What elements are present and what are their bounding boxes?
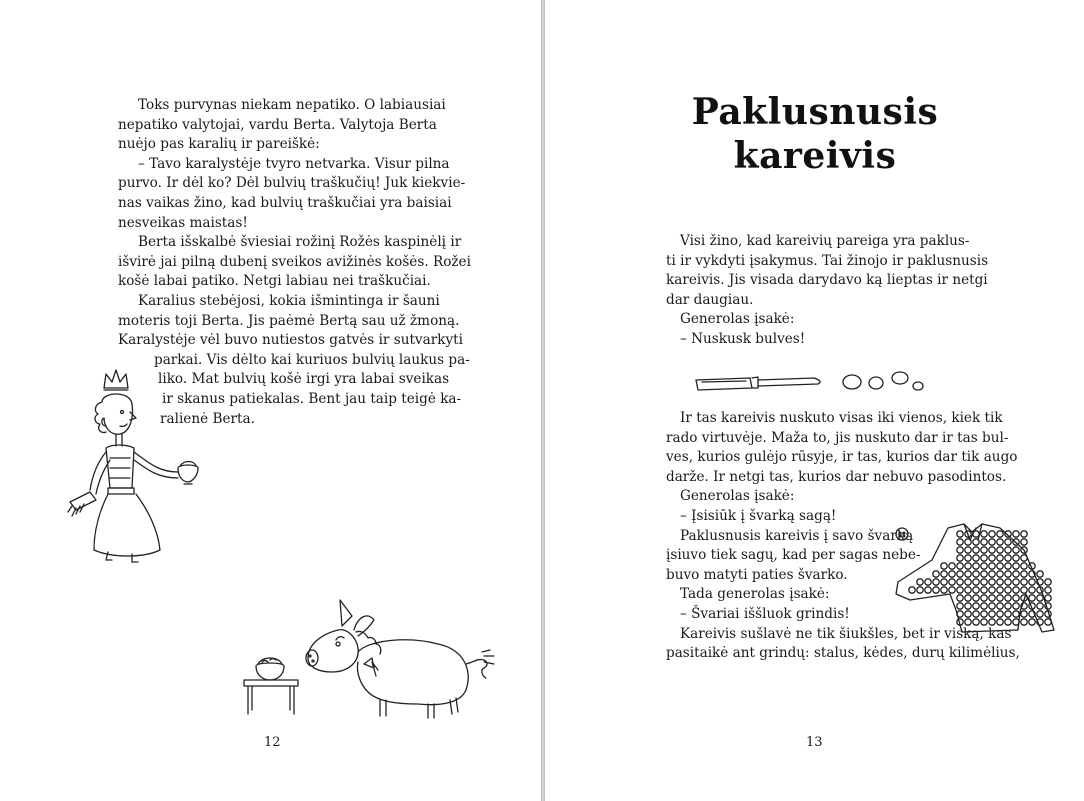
jacket-button	[965, 595, 971, 601]
jacket-button	[1045, 587, 1051, 593]
text-line: nuėjo pas karalių ir pareiškė:	[118, 136, 320, 153]
text-line: įsiuvo tiek sagų, kad per sagas nebe-	[666, 547, 921, 564]
jacket-button	[1021, 555, 1027, 561]
text-line: Ir tas kareivis nuskuto visas iki vienos, kiek tik	[680, 410, 1003, 426]
jacket-button	[1045, 579, 1051, 585]
text-line: pasitaikė ant grindų: stalus, kėdes, durų kilimėlius,	[666, 645, 1020, 662]
chapter-title-line-1: Paklusnusis	[691, 91, 939, 133]
pig-with-bowl-illustration	[238, 592, 498, 722]
jacket-button	[1037, 611, 1043, 617]
jacket-button	[1021, 563, 1027, 569]
text-line: dar daugiau.	[666, 291, 754, 308]
text-line: nepatiko valytojai, vardu Berta. Valytoja Berta	[118, 116, 437, 133]
text-line: buvo matyti paties švarko.	[666, 566, 848, 583]
jacket-button	[957, 595, 963, 601]
jacket-button	[997, 611, 1003, 617]
jacket-button	[1005, 539, 1011, 545]
text-line: ti ir vykdyti įsakymus. Tai žinojo ir paklusnusis	[666, 252, 989, 269]
jacket-button	[1005, 587, 1011, 593]
jacket-button	[1013, 571, 1019, 577]
jacket-button	[997, 531, 1003, 537]
jacket-button	[981, 547, 987, 553]
jacket-button	[957, 563, 963, 569]
jacket-button	[933, 587, 939, 593]
jacket-button	[997, 571, 1003, 577]
jacket-button	[981, 555, 987, 561]
text-line: nas vaikas žino, kad bulvių traškučiai yra baisiai	[118, 194, 452, 211]
jacket-button	[957, 571, 963, 577]
jacket-button	[973, 619, 979, 625]
text-line: – Tavo karalystėje tvyro netvarka. Visur pilna	[138, 155, 450, 172]
jacket-button	[989, 579, 995, 585]
jacket-button	[1005, 619, 1011, 625]
text-line: ralienė Berta.	[160, 410, 255, 427]
knife-and-potatoes-illustration	[694, 368, 934, 398]
jacket-button	[1005, 595, 1011, 601]
jacket-button	[989, 539, 995, 545]
jacket-button	[997, 595, 1003, 601]
jacket-button	[981, 571, 987, 577]
jacket-button	[973, 531, 979, 537]
text-line: ves, kurios gulėjo rūsyje, ir tas, kurios dar tik augo	[666, 449, 1018, 466]
jacket-button	[989, 611, 995, 617]
jacket-button	[965, 563, 971, 569]
jacket-button	[1021, 619, 1027, 625]
jacket-button	[1021, 539, 1027, 545]
jacket-button	[917, 579, 923, 585]
jacket-button	[917, 587, 923, 593]
jacket-button	[965, 611, 971, 617]
jacket-button	[941, 563, 947, 569]
right-page-number: 13	[806, 735, 823, 750]
jacket-button	[1029, 595, 1035, 601]
jacket-button	[949, 563, 955, 569]
text-line: – Nuskusk bulves!	[680, 330, 806, 347]
jacket-button	[989, 547, 995, 553]
text-line: išvirė jai pilną dubenį sveikos avižinės košės. Rožei	[118, 253, 471, 270]
jacket-button	[1037, 603, 1043, 609]
jacket-button	[1029, 579, 1035, 585]
jacket-button	[1013, 595, 1019, 601]
text-line: darže. Ir netgi tas, kurios dar nebuvo pasodintos.	[666, 468, 1007, 485]
jacket-button	[965, 603, 971, 609]
text-line: Berta išskalbė šviesiai rožinį Rožės kaspinėlį ir	[138, 234, 462, 251]
jacket-button	[1013, 547, 1019, 553]
jacket-button	[1005, 611, 1011, 617]
jacket-button	[997, 587, 1003, 593]
jacket-button	[973, 595, 979, 601]
text-line: moteris toji Berta. Jis paėmė Bertą sau už žmoną.	[118, 312, 460, 329]
text-line: Generolas įsakė:	[680, 488, 795, 505]
text-line: Karalius stebėjosi, kokia išmintinga ir šauni	[138, 292, 440, 309]
jacket-button	[1045, 595, 1051, 601]
jacket-button	[957, 547, 963, 553]
left-page-number: 12	[264, 735, 281, 750]
jacket-button	[989, 563, 995, 569]
jacket-button	[965, 587, 971, 593]
jacket-button	[981, 579, 987, 585]
jacket-button	[1013, 563, 1019, 569]
queen-illustration	[60, 360, 220, 570]
jacket-button	[1013, 587, 1019, 593]
jacket-button	[957, 587, 963, 593]
jacket-button	[949, 571, 955, 577]
jacket-button	[1021, 579, 1027, 585]
jacket-button	[973, 555, 979, 561]
chapter-title-line-2: kareivis	[733, 135, 897, 177]
jacket-button	[1021, 587, 1027, 593]
jacket-button	[997, 555, 1003, 561]
jacket-button	[989, 619, 995, 625]
jacket-button	[1021, 531, 1027, 537]
jacket-button	[981, 619, 987, 625]
jacket-button	[997, 619, 1003, 625]
jacket-button	[973, 563, 979, 569]
jacket-button	[1013, 611, 1019, 617]
jacket-button	[925, 579, 931, 585]
jacket-button	[973, 579, 979, 585]
jacket-button	[1005, 563, 1011, 569]
jacket-button	[965, 547, 971, 553]
jacket-button	[981, 603, 987, 609]
jacket-with-buttons-illustration	[892, 520, 1062, 640]
jacket-button	[957, 603, 963, 609]
jacket-button	[933, 571, 939, 577]
text-line: ir skanus patiekalas. Bent jau taip teigė ka-	[162, 390, 462, 407]
jacket-button	[1005, 547, 1011, 553]
jacket-button	[997, 563, 1003, 569]
jacket-button	[933, 579, 939, 585]
jacket-button	[973, 603, 979, 609]
jacket-button	[1037, 571, 1043, 577]
jacket-button	[965, 539, 971, 545]
jacket-button	[989, 595, 995, 601]
left-page	[0, 0, 541, 801]
jacket-button	[1013, 603, 1019, 609]
jacket-button	[941, 579, 947, 585]
jacket-button	[981, 563, 987, 569]
jacket-button	[1005, 603, 1011, 609]
jacket-button	[989, 531, 995, 537]
jacket-button	[1021, 611, 1027, 617]
jacket-button	[1005, 571, 1011, 577]
jacket-button	[965, 619, 971, 625]
jacket-button	[981, 531, 987, 537]
text-line: Visi žino, kad kareivių pareiga yra paklus-	[680, 233, 970, 249]
text-line: parkai. Vis dėlto kai kuriuos bulvių laukus pa-	[154, 351, 470, 368]
right-page-body-text-top	[666, 232, 989, 350]
text-line: Generolas įsakė:	[680, 311, 795, 328]
jacket-button	[973, 587, 979, 593]
jacket-button	[973, 571, 979, 577]
jacket-button	[981, 539, 987, 545]
jacket-button	[989, 555, 995, 561]
jacket-button	[965, 579, 971, 585]
jacket-button	[941, 587, 947, 593]
jacket-button	[941, 571, 947, 577]
jacket-button	[965, 555, 971, 561]
text-line: Paklusnusis kareivis į savo švarką	[680, 527, 914, 544]
jacket-button	[981, 587, 987, 593]
jacket-button	[997, 603, 1003, 609]
jacket-button	[925, 587, 931, 593]
jacket-button	[973, 611, 979, 617]
text-line: liko. Mat bulvių košė irgi yra labai sveikas	[158, 371, 450, 388]
text-line: – Švariai iššluok grindis!	[680, 605, 850, 622]
jacket-button	[973, 539, 979, 545]
jacket-button	[957, 579, 963, 585]
jacket-button	[997, 579, 1003, 585]
jacket-button	[1013, 579, 1019, 585]
jacket-button	[957, 531, 963, 537]
text-line: rado virtuvėje. Maža to, jis nuskuto dar ir tas bul-	[666, 429, 1009, 446]
jacket-button	[957, 539, 963, 545]
jacket-button	[989, 587, 995, 593]
jacket-button	[1005, 579, 1011, 585]
text-line: Tada generolas įsakė:	[680, 586, 830, 603]
text-line: – Įsisiūk į švarką sagą!	[680, 507, 837, 524]
text-line: Toks purvynas niekam nepatiko. O labiausiai	[138, 97, 446, 113]
text-line: Karalystėje vėl buvo nutiestos gatvės ir sutvarkyti	[118, 332, 463, 349]
text-line: purvo. Ir dėl ko? Dėl bulvių traškučių! Juk kiekvie-	[118, 175, 466, 192]
jacket-button	[981, 595, 987, 601]
jacket-button	[981, 611, 987, 617]
jacket-button	[1029, 619, 1035, 625]
jacket-button	[1013, 531, 1019, 537]
jacket-button	[957, 555, 963, 561]
text-line: nesveikas maistas!	[118, 214, 248, 231]
jacket-button	[1005, 555, 1011, 561]
jacket-button	[965, 571, 971, 577]
jacket-button	[1021, 571, 1027, 577]
jacket-button	[989, 603, 995, 609]
jacket-button	[1037, 595, 1043, 601]
jacket-button	[949, 579, 955, 585]
jacket-button	[973, 547, 979, 553]
chapter-title	[660, 90, 970, 178]
jacket-button	[1045, 619, 1051, 625]
jacket-button	[949, 587, 955, 593]
jacket-button	[997, 539, 1003, 545]
jacket-button	[989, 571, 995, 577]
jacket-button	[1029, 587, 1035, 593]
jacket-button	[909, 587, 915, 593]
text-line: Kareivis sušlavė ne tik šiukšles, bet ir viską, kas	[680, 625, 1012, 642]
jacket-button	[997, 547, 1003, 553]
text-line: košė labai patiko. Netgi labiau nei traškučiai.	[118, 273, 431, 290]
jacket-button	[1013, 555, 1019, 561]
text-line: kareivis. Jis visada darydavo ką lieptas ir netgi	[666, 272, 988, 289]
